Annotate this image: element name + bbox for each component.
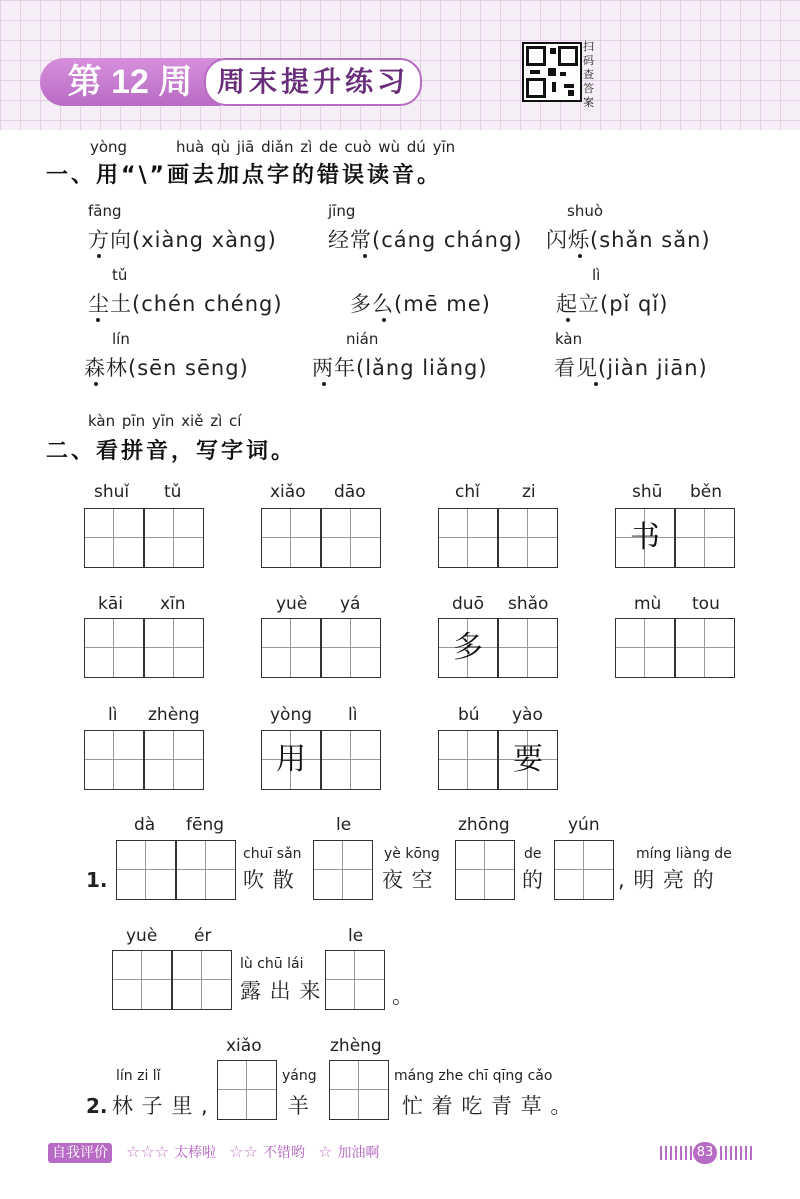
py-shuo: shuò <box>567 202 604 220</box>
pair-pinyin: dāo <box>334 482 366 502</box>
box-pinyin: le <box>348 926 364 946</box>
rating-good: 不错哟 <box>263 1145 305 1161</box>
py-li: lì <box>592 266 601 284</box>
sentence-text: 夜 空 <box>382 868 434 892</box>
rating-great: 太棒啦 <box>174 1145 217 1161</box>
box-pinyin: xiǎo <box>226 1036 262 1056</box>
sentence2-number: 2. <box>86 1094 108 1118</box>
page-decoration <box>720 1146 752 1160</box>
pair-pinyin: duō <box>452 594 484 614</box>
section1-heading: 一、用“\”画去加点字的错误读音。 <box>46 163 442 188</box>
text-pinyin: máng zhe chī qīng cǎo <box>394 1068 553 1084</box>
writing-box[interactable] <box>321 618 381 678</box>
star-icon[interactable]: ☆☆☆ <box>126 1142 170 1161</box>
box-pinyin: le <box>336 815 352 835</box>
emphasis-dot <box>566 318 570 322</box>
py-lin: lín <box>112 330 130 348</box>
emphasis-dot <box>94 382 98 386</box>
pair-pinyin: shū <box>632 482 663 502</box>
pair-pinyin: yá <box>340 594 361 614</box>
text-pinyin: chuī sǎn <box>243 846 302 862</box>
pair-pinyin: yào <box>512 705 543 725</box>
box-pinyin: zhèng <box>330 1036 382 1056</box>
writing-box[interactable] <box>176 840 236 900</box>
py-jing: jīng <box>328 202 356 220</box>
sentence-text: 的 <box>522 868 544 892</box>
rating-keep-going: 加油啊 <box>337 1145 380 1161</box>
writing-box[interactable] <box>172 950 232 1010</box>
pair-pinyin: shuǐ <box>94 482 130 502</box>
writing-box[interactable] <box>615 618 675 678</box>
writing-box[interactable] <box>438 508 498 568</box>
emphasis-dot <box>322 382 326 386</box>
page-decoration <box>660 1146 692 1160</box>
pair-pinyin: lì <box>108 705 118 725</box>
text-pinyin: yáng <box>282 1068 317 1084</box>
emphasis-dot <box>382 318 386 322</box>
text-pinyin: de <box>524 846 542 862</box>
emphasis-dot <box>363 254 367 258</box>
writing-box[interactable] <box>84 618 144 678</box>
sentence-text: 露 出 来 <box>240 979 322 1003</box>
pair-pinyin: běn <box>690 482 723 502</box>
pair-pinyin: chǐ <box>455 482 480 502</box>
writing-box[interactable] <box>329 1060 389 1120</box>
text-pinyin: lín zi lǐ <box>116 1068 161 1084</box>
pair-pinyin: yòng <box>270 705 313 725</box>
text-pinyin: yè kōng <box>384 846 440 862</box>
item-shanshuo: 闪烁(shǎn sǎn) <box>546 228 711 252</box>
writing-box[interactable] <box>675 618 735 678</box>
writing-box[interactable] <box>144 618 204 678</box>
writing-box[interactable] <box>84 730 144 790</box>
item-duome: 多么(mē me) <box>350 292 491 316</box>
writing-box[interactable]: 用 <box>261 730 321 790</box>
py-kan: kàn <box>555 330 583 348</box>
pair-pinyin: bú <box>458 705 480 725</box>
item-fangxiang: 方向(xiàng xàng) <box>88 228 277 252</box>
writing-box[interactable]: 要 <box>498 730 558 790</box>
page-number: 83 <box>693 1142 717 1164</box>
writing-box[interactable] <box>144 508 204 568</box>
sentence-text: 吹 散 <box>243 868 295 892</box>
pair-pinyin: xiǎo <box>270 482 306 502</box>
writing-box[interactable] <box>455 840 515 900</box>
self-eval-label: 自我评价 <box>48 1143 112 1163</box>
sentence-text: 。 <box>392 984 414 1008</box>
section2-heading-pinyin: kàn pīn yīn xiě zì cí <box>88 412 242 430</box>
sentence-text: 忙 着 吃 青 草 。 <box>402 1094 573 1118</box>
week-badge: 第 12 周 <box>40 58 220 106</box>
qr-code-icon[interactable] <box>522 42 582 102</box>
star-icon[interactable]: ☆☆ <box>229 1142 258 1161</box>
emphasis-dot <box>97 254 101 258</box>
pair-pinyin: zi <box>522 482 536 502</box>
item-kanjian: 看见(jiàn jiān) <box>554 356 708 380</box>
sentence-text: 羊 <box>288 1094 310 1118</box>
heading-pinyin-2: huà qù jiā diǎn zì de cuò wù dú yīn <box>176 138 456 156</box>
writing-box[interactable] <box>321 730 381 790</box>
writing-box[interactable] <box>438 730 498 790</box>
pair-pinyin: zhèng <box>148 705 200 725</box>
pair-pinyin: xīn <box>160 594 186 614</box>
item-jingchang: 经常(cáng cháng) <box>328 228 523 252</box>
writing-box[interactable] <box>217 1060 277 1120</box>
qr-caption: 扫码查答案 <box>583 40 594 109</box>
sentence1-number: 1. <box>86 868 108 892</box>
writing-box[interactable] <box>116 840 176 900</box>
py-fang: fāng <box>88 202 122 220</box>
emphasis-dot <box>578 254 582 258</box>
writing-box[interactable] <box>261 508 321 568</box>
pair-pinyin: tǔ <box>164 482 182 502</box>
box-pinyin: yuè <box>126 926 158 946</box>
self-eval-ratings <box>126 1142 380 1162</box>
writing-box[interactable] <box>675 508 735 568</box>
writing-box[interactable]: 多 <box>438 618 498 678</box>
item-qili: 起立(pǐ qǐ) <box>556 292 669 316</box>
heading-pinyin-1: yòng <box>90 138 128 156</box>
emphasis-dot <box>96 318 100 322</box>
section2-heading: 二、看拼音，写字词。 <box>46 439 297 464</box>
writing-box[interactable] <box>321 508 381 568</box>
star-icon[interactable]: ☆ <box>318 1142 333 1161</box>
pair-pinyin: yuè <box>276 594 308 614</box>
text-pinyin: lù chū lái <box>240 956 304 972</box>
writing-box[interactable] <box>325 950 385 1010</box>
writing-box[interactable] <box>84 508 144 568</box>
emphasis-dot <box>594 382 598 386</box>
py-tu: tǔ <box>112 266 128 284</box>
box-pinyin: yún <box>568 815 600 835</box>
pair-pinyin: kāi <box>98 594 123 614</box>
pair-pinyin: shǎo <box>508 594 549 614</box>
writing-box[interactable] <box>313 840 373 900</box>
item-chentu: 尘土(chén chéng) <box>88 292 283 316</box>
text-pinyin: míng liàng de <box>636 846 732 862</box>
page-title: 周末提升练习 <box>204 58 422 106</box>
writing-box[interactable] <box>554 840 614 900</box>
writing-box[interactable] <box>261 618 321 678</box>
writing-box[interactable] <box>498 508 558 568</box>
box-pinyin: zhōng <box>458 815 510 835</box>
writing-box[interactable] <box>498 618 558 678</box>
py-nian: nián <box>346 330 379 348</box>
writing-box[interactable] <box>112 950 172 1010</box>
sentence-text: , 明 亮 的 <box>618 868 715 892</box>
writing-box[interactable] <box>144 730 204 790</box>
pair-pinyin: lì <box>348 705 358 725</box>
pair-pinyin: tou <box>692 594 720 614</box>
box-pinyin: fēng <box>186 815 225 835</box>
pair-pinyin: mù <box>634 594 662 614</box>
box-pinyin: dà <box>134 815 156 835</box>
item-liangnian: 两年(lǎng liǎng) <box>312 356 488 380</box>
writing-box[interactable]: 书 <box>615 508 675 568</box>
box-pinyin: ér <box>194 926 212 946</box>
item-senlin: 森林(sēn sēng) <box>84 356 249 380</box>
sentence-text: 林 子 里 , <box>112 1094 209 1118</box>
